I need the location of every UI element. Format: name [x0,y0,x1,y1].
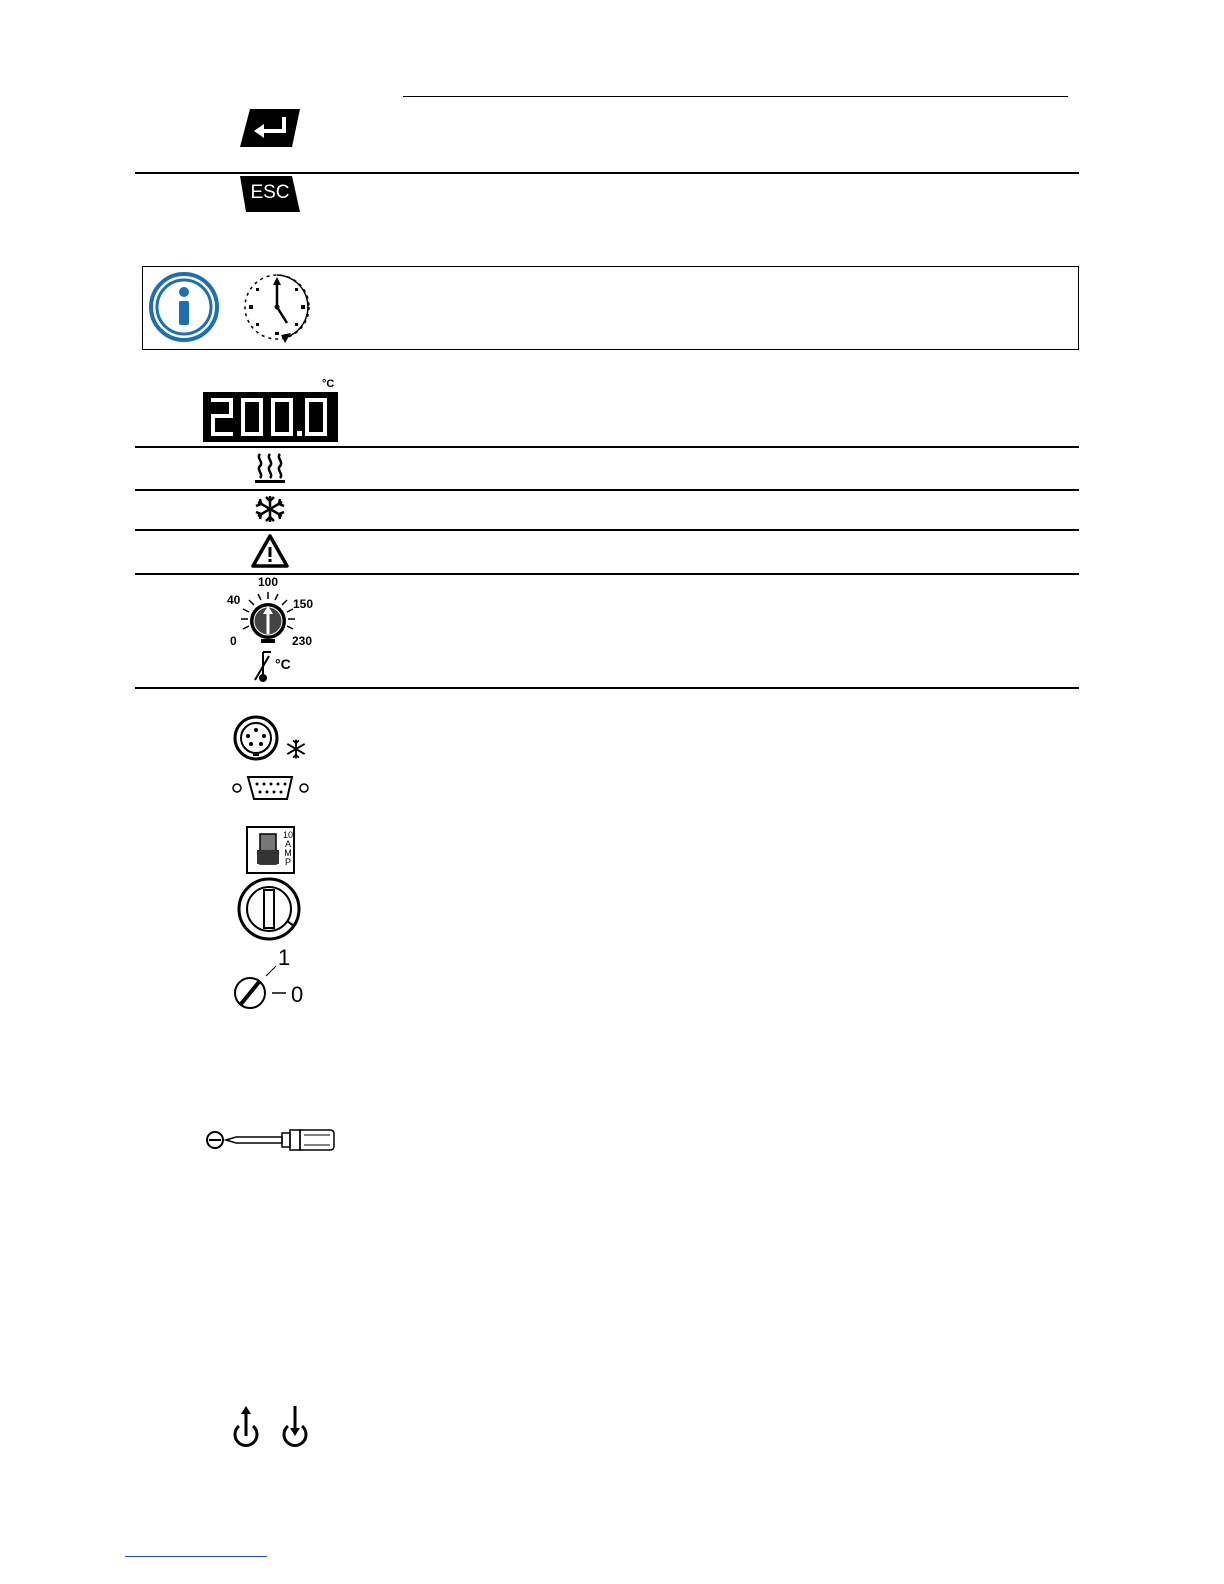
dial-tick-label: 0 [230,634,237,648]
main-switch-icon[interactable] [232,962,288,1010]
dial-unit-label: °C [275,656,291,672]
cooling-connector-icon [232,714,280,762]
cooling-snowflake-icon [283,737,309,761]
esc-key-icon [240,176,302,212]
heating-icon [254,452,286,484]
dial-tick-label: 230 [292,634,313,648]
serial-port-icon [230,774,312,802]
enter-key-icon [240,109,302,147]
fuse-label [283,831,293,867]
warning-triangle-icon [251,533,289,568]
fuse-label-line: 10 [283,830,294,840]
dial-tick-label: 40 [227,593,241,607]
divider [135,529,1079,531]
divider [135,446,1079,448]
screwdriver-icon [204,1127,336,1153]
fuse-icon [246,826,296,874]
dial-tick-label: 100 [258,575,279,589]
info-icon [148,271,220,343]
thermometer-icon [253,650,273,684]
standby-on-icon [231,1404,261,1450]
fuse-holder-icon [236,876,302,942]
switch-on-label: 1 [278,945,291,970]
divider [135,687,1079,689]
header-rule [403,96,1068,97]
divider [135,489,1079,491]
fuse-label-line: A [284,839,291,849]
cooling-snowflake-icon [252,494,288,524]
divider [135,172,1079,174]
temperature-display [203,392,338,442]
fuse-label-line: M [284,848,292,858]
info-note-box [142,266,1079,350]
clock-icon [241,271,313,345]
display-unit-label: °C [322,378,335,390]
fuse-label-line: P [284,857,291,867]
esc-key-label: ESC [250,182,290,203]
overtemp-dial-icon[interactable] [239,590,297,648]
dial-tick-label: 150 [293,597,314,611]
switch-off-label: 0 [291,982,304,1007]
footer-link-underline[interactable] [125,1556,267,1557]
standby-off-icon [280,1404,310,1450]
